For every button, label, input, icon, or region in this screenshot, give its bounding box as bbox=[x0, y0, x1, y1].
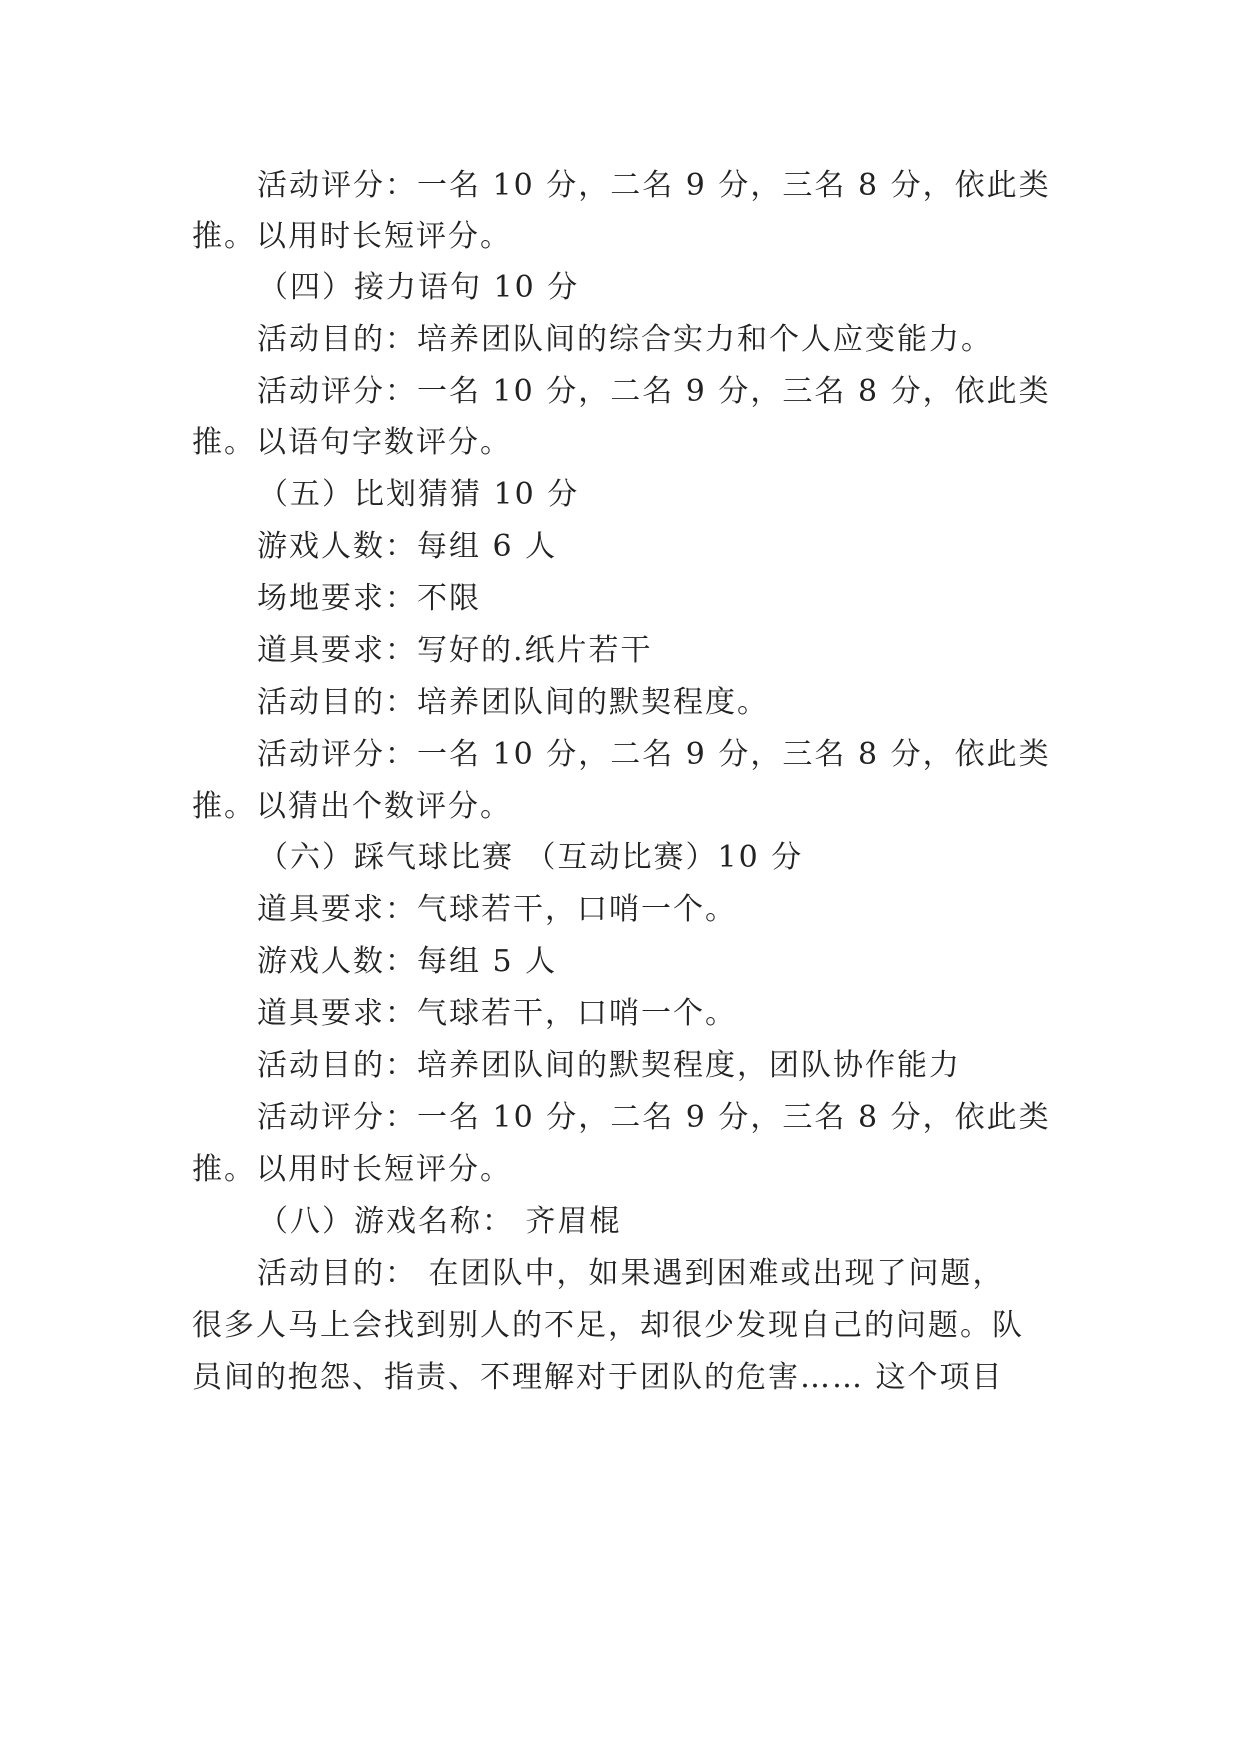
text-line: 活动评分：一名 10 分，二名 9 分，三名 8 分，依此类 bbox=[257, 168, 1051, 203]
text-line: 活动目的：培养团队间的默契程度。 bbox=[257, 685, 769, 720]
text-line: 推。以用时长短评分。 bbox=[192, 1152, 512, 1187]
text-line: 活动目的：培养团队间的默契程度，团队协作能力 bbox=[257, 1048, 961, 1083]
text-line: 推。以用时长短评分。 bbox=[192, 219, 512, 254]
text-line: 游戏人数：每组 5 人 bbox=[257, 944, 558, 979]
text-line: 活动评分：一名 10 分，二名 9 分，三名 8 分，依此类 bbox=[257, 374, 1051, 409]
text-line: 游戏人数：每组 6 人 bbox=[257, 529, 558, 564]
text-line: 道具要求：写好的.纸片若干 bbox=[257, 633, 653, 668]
text-line: 推。以语句字数评分。 bbox=[192, 425, 512, 460]
text-line: 推。以猜出个数评分。 bbox=[192, 789, 512, 824]
text-line: 员间的抱怨、指责、不理解对于团队的危害…… 这个项目 bbox=[192, 1360, 1004, 1395]
text-line: 道具要求：气球若干，口哨一个。 bbox=[257, 996, 737, 1031]
text-line: 活动目的： 在团队中，如果遇到困难或出现了问题， bbox=[257, 1256, 1005, 1291]
text-line: 道具要求：气球若干，口哨一个。 bbox=[257, 892, 737, 927]
text-line: 活动评分：一名 10 分，二名 9 分，三名 8 分，依此类 bbox=[257, 1100, 1051, 1135]
section-heading: （四）接力语句 10 分 bbox=[258, 270, 580, 305]
text-line: 场地要求：不限 bbox=[257, 581, 481, 616]
text-line: 活动目的：培养团队间的综合实力和个人应变能力。 bbox=[257, 322, 993, 357]
section-heading: （六）踩气球比赛 （互动比赛）10 分 bbox=[258, 840, 804, 875]
section-heading: （五）比划猜猜 10 分 bbox=[258, 477, 580, 512]
text-line: 活动评分：一名 10 分，二名 9 分，三名 8 分，依此类 bbox=[257, 737, 1051, 772]
text-line: 很多人马上会找到别人的不足，却很少发现自己的问题。队 bbox=[192, 1308, 1024, 1343]
section-heading: （八）游戏名称： 齐眉棍 bbox=[258, 1204, 622, 1239]
